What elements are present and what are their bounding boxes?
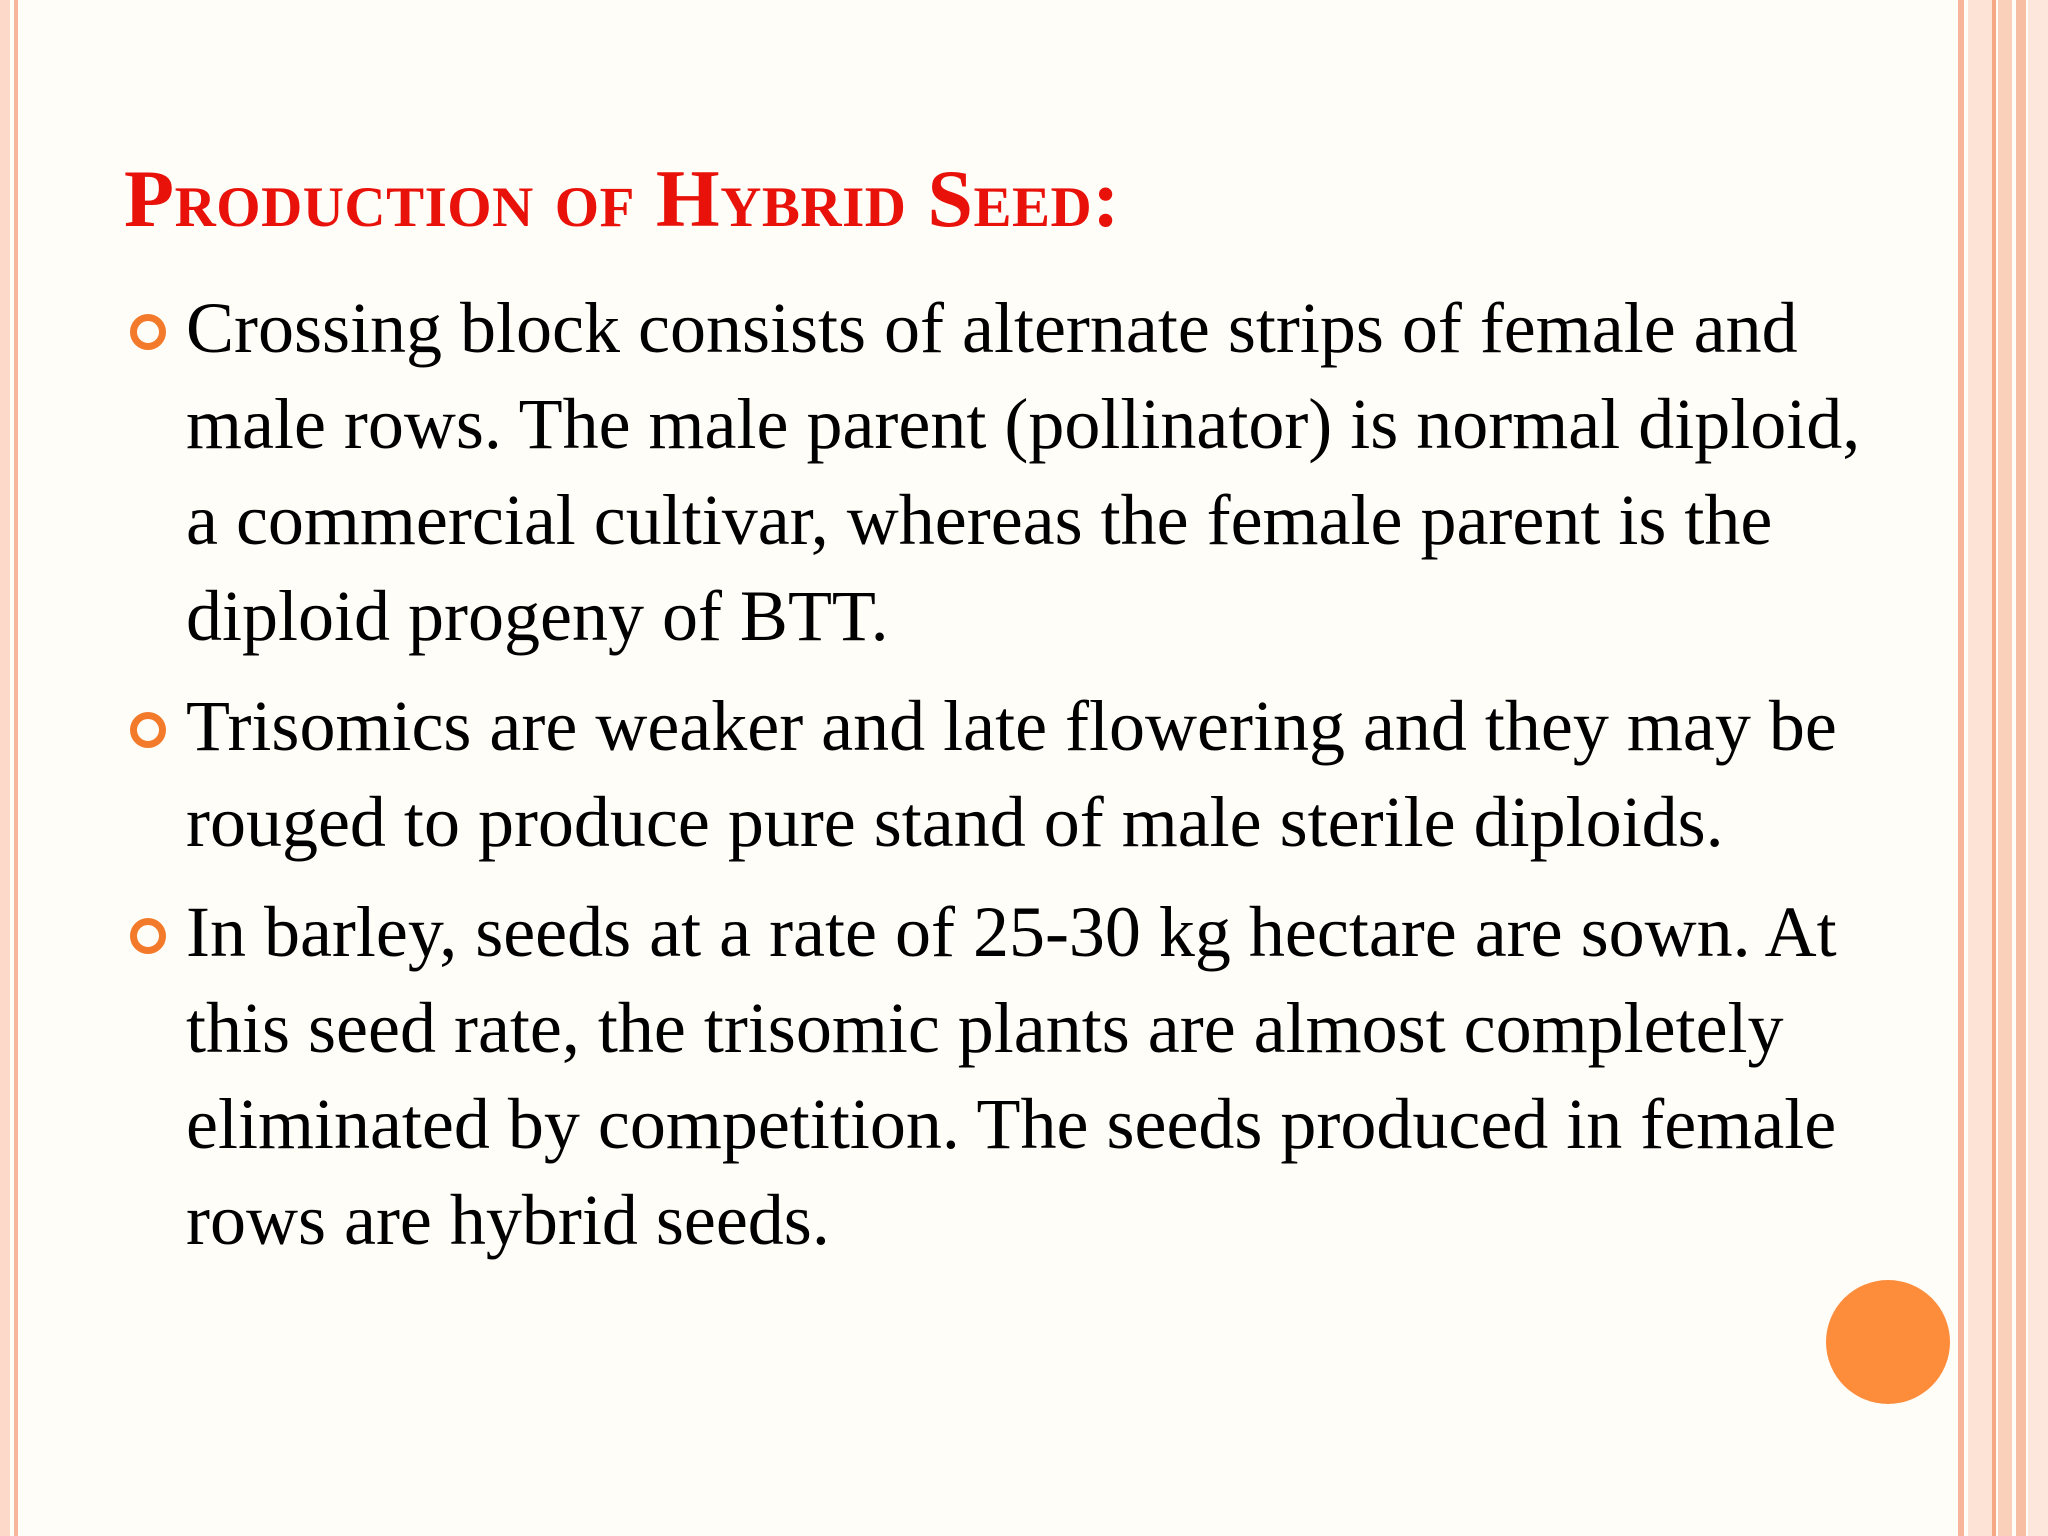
- bullet-item: [124, 280, 1864, 664]
- right-border-stripe: [2028, 0, 2048, 1536]
- right-border-stripe: [2016, 0, 2026, 1536]
- left-border-decoration: [0, 0, 26, 1536]
- bullet-text: Trisomics are weaker and late flowering and they may be rouged to produce pure stand of male sterile diploids.: [186, 686, 1837, 862]
- hollow-circle-bullet-icon: [130, 314, 166, 350]
- right-border-stripe: [1958, 0, 1964, 1536]
- right-border-stripe: [1992, 0, 1996, 1536]
- bullet-text: In barley, seeds at a rate of 25-30 kg hectare are sown. At this seed rate, the trisomic plants are almost completely eliminated by competition. The seeds produced in female rows are hybrid seeds.: [186, 892, 1837, 1260]
- orange-circle-decoration-icon: [1826, 1280, 1950, 1404]
- bullet-item: [124, 884, 1864, 1268]
- slide-title: Production of Hybrid Seed:: [124, 153, 1121, 244]
- hollow-circle-bullet-icon: [130, 712, 166, 748]
- bullet-text: Crossing block consists of alternate strips of female and male rows. The male parent (pollinator) is normal diploid, a commercial cultivar, whereas the female parent is the diploid progeny of BTT.: [186, 288, 1861, 656]
- left-border-stripe: [0, 0, 10, 1536]
- bullet-list: [124, 280, 1864, 1282]
- right-border-decoration: [1958, 0, 2048, 1536]
- hollow-circle-bullet-icon: [130, 918, 166, 954]
- bullet-item: [124, 678, 1864, 870]
- right-border-stripe: [1968, 0, 1992, 1536]
- right-border-stripe: [1998, 0, 2012, 1536]
- left-border-stripe: [14, 0, 18, 1536]
